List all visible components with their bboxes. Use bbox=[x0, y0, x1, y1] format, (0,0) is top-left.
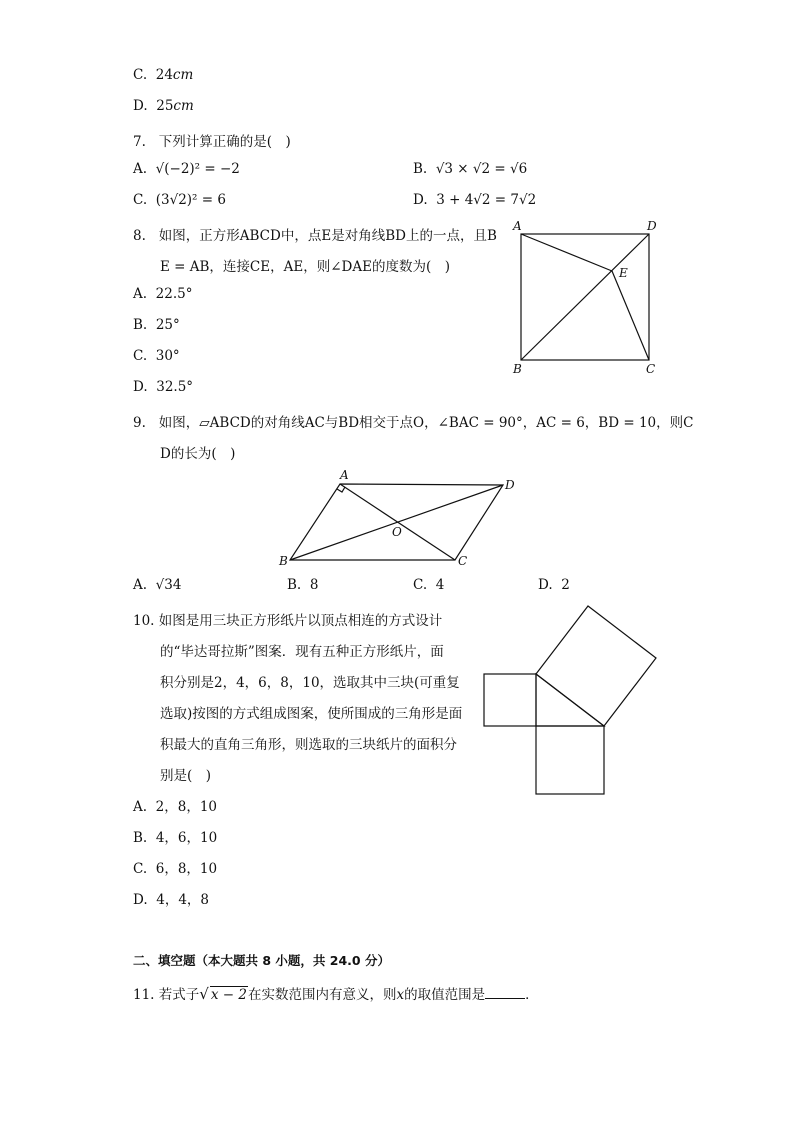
medium-square-bottom bbox=[536, 726, 604, 794]
answer-blank[interactable] bbox=[485, 986, 525, 999]
q9-option-c: C. 4 bbox=[413, 577, 445, 593]
q7-option-a: A. √(−2)² = −2 bbox=[133, 161, 240, 177]
q10-option-b: B. 4，6，10 bbox=[133, 830, 218, 846]
q10-stem-line6: 别是( ) bbox=[160, 768, 212, 784]
q7-option-b: B. √3 × √2 = √6 bbox=[413, 161, 528, 177]
q8-stem-line2: E = AB，连接CE，AE，则∠DAE的度数为( ) bbox=[160, 259, 450, 275]
q7-option-c: C. (3√2)² = 6 bbox=[133, 192, 226, 208]
q8-square-figure bbox=[505, 215, 670, 380]
q8-stem-line1: 8. 如图，正方形ABCD中，点E是对角线BD上的一点，且B bbox=[133, 228, 497, 244]
label-c: C bbox=[458, 554, 468, 568]
q10-option-d: D. 4，4，8 bbox=[133, 892, 210, 908]
q10-stem-line5: 积最大的直角三角形，则选取的三块纸片的面积分 bbox=[160, 737, 457, 753]
q10-stem-line1: 10. 如图是用三块正方形纸片以顶点相连的方式设计 bbox=[133, 613, 443, 629]
label-b: B bbox=[513, 362, 522, 376]
q10-option-a: A. 2，8，10 bbox=[133, 799, 217, 815]
q6-option-c: C. 24cm bbox=[133, 67, 194, 83]
label-c: C bbox=[646, 362, 656, 376]
label-e: E bbox=[619, 266, 628, 280]
q9-option-d: D. 2 bbox=[538, 577, 570, 593]
q10-pythagoras-figure bbox=[480, 598, 665, 803]
q9-stem-line2: D的长为( ) bbox=[160, 446, 236, 462]
q8-option-b: B. 25° bbox=[133, 317, 180, 333]
q10-stem-line2: 的“毕达哥拉斯”图案．现有五种正方形纸片，面 bbox=[160, 644, 444, 660]
q10-stem-line3: 积分别是2，4，6，8，10，选取其中三块(可重复 bbox=[160, 675, 460, 691]
small-square-left bbox=[484, 674, 536, 726]
q9-option-b: B. 8 bbox=[287, 577, 319, 593]
q6-option-d: D. 25cm bbox=[133, 98, 194, 114]
q10-stem-line4: 选取)按图的方式组成图案，使所围成的三角形是面 bbox=[160, 706, 463, 722]
section-heading-fill-in: 二、填空题（本大题共 8 小题，共 24.0 分） bbox=[133, 953, 390, 968]
large-square-hypotenuse bbox=[536, 606, 656, 726]
radical-sign-icon: √ bbox=[199, 985, 209, 1003]
q7-stem: 7. 下列计算正确的是( ) bbox=[133, 134, 291, 150]
q8-option-d: D. 32.5° bbox=[133, 379, 194, 395]
q8-option-a: A. 22.5° bbox=[133, 286, 193, 302]
q9-option-a: A. √34 bbox=[133, 577, 182, 593]
label-b: B bbox=[279, 554, 288, 568]
label-d: D bbox=[505, 478, 515, 492]
diagonal-bd bbox=[521, 234, 649, 360]
label-a: A bbox=[340, 468, 349, 482]
label-d: D bbox=[647, 219, 657, 233]
q10-option-c: C. 6，8，10 bbox=[133, 861, 218, 877]
q9-parallelogram-figure bbox=[275, 465, 525, 575]
segment-ce bbox=[612, 271, 649, 360]
label-a: A bbox=[513, 219, 522, 233]
label-o: O bbox=[392, 525, 402, 539]
q8-option-c: C. 30° bbox=[133, 348, 180, 364]
q11-stem: 11. 若式子√ x − 2在实数范围内有意义，则x的取值范围是 ． bbox=[133, 985, 539, 1003]
q9-stem-line1: 9. 如图，▱ABCD的对角线AC与BD相交于点O，∠BAC = 90°，AC = 6，BD = 10，则C bbox=[133, 415, 694, 431]
q7-option-d: D. 3 + 4√2 = 7√2 bbox=[413, 192, 537, 208]
diagonal-bd bbox=[290, 485, 503, 560]
segment-ae bbox=[521, 234, 612, 271]
